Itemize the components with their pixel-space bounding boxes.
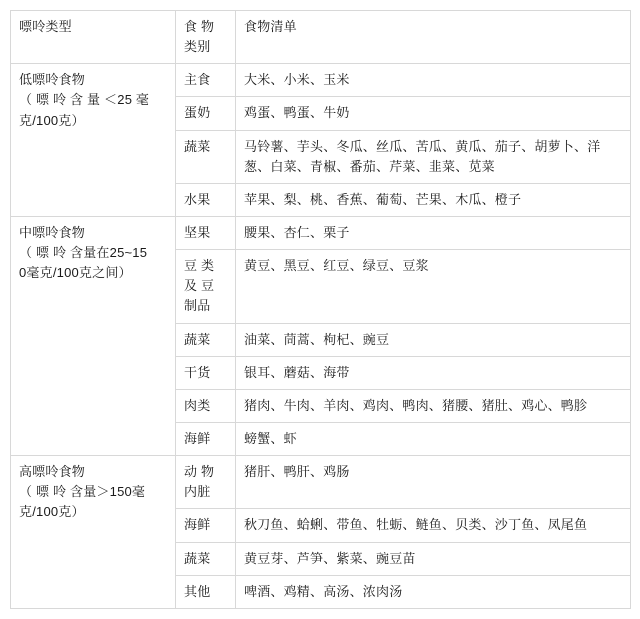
- header-category-line1: 食 物: [184, 19, 215, 34]
- header-cell-category: [176, 11, 236, 64]
- header-category-line2: 类别: [184, 39, 211, 55]
- items-cell: 油菜、茼蒿、枸杞、豌豆: [236, 323, 631, 356]
- group-type-medium-line2: （ 嘌 呤 含量在25~15: [19, 245, 148, 261]
- group-type-low: [11, 64, 176, 217]
- category-cell: 动 物 内脏: [176, 456, 236, 509]
- items-cell: 腰果、杏仁、栗子: [236, 216, 631, 249]
- header-cell-type: 嘌呤类型: [11, 11, 176, 64]
- items-cell: 螃蟹、虾: [236, 422, 631, 455]
- header-cell-list: 食物清单: [236, 11, 631, 64]
- category-cell: 坚果: [176, 216, 236, 249]
- category-cell: 水果: [176, 183, 236, 216]
- group-type-low-line1: 低嘌呤食物: [19, 72, 86, 88]
- table-row: [11, 456, 631, 509]
- group-type-high-line2: （ 嘌 呤 含量＞150毫: [19, 484, 146, 500]
- group-type-low-line2: （ 嘌 呤 含 量 ＜25 毫: [19, 92, 150, 108]
- items-cell: 大米、小米、玉米: [236, 64, 631, 97]
- items-cell: 啤酒、鸡精、高汤、浓肉汤: [236, 575, 631, 608]
- items-cell: 秋刀鱼、蛤蜊、带鱼、牡蛎、鲢鱼、贝类、沙丁鱼、凤尾鱼: [236, 509, 631, 542]
- items-cell: 鸡蛋、鸭蛋、牛奶: [236, 97, 631, 130]
- table-row: [11, 216, 631, 249]
- category-cell: 干货: [176, 356, 236, 389]
- category-cell: 蔬菜: [176, 130, 236, 183]
- items-cell: 黄豆芽、芦笋、紫菜、豌豆苗: [236, 542, 631, 575]
- group-type-medium: [11, 216, 176, 455]
- group-type-high-line1: 高嘌呤食物: [19, 464, 86, 480]
- items-cell: 猪肉、牛肉、羊肉、鸡肉、鸭肉、猪腰、猪肚、鸡心、鸭胗: [236, 389, 631, 422]
- category-cell: 海鲜: [176, 509, 236, 542]
- category-cell: 蛋奶: [176, 97, 236, 130]
- table-row: [11, 64, 631, 97]
- table-header-row: [11, 11, 631, 64]
- category-cell: 主食: [176, 64, 236, 97]
- items-cell: 黄豆、黑豆、红豆、绿豆、豆浆: [236, 250, 631, 323]
- category-cell: 海鲜: [176, 422, 236, 455]
- items-cell: 苹果、梨、桃、香蕉、葡萄、芒果、木瓜、橙子: [236, 183, 631, 216]
- items-cell: 猪肝、鸭肝、鸡肠: [236, 456, 631, 509]
- category-cell: 蔬菜: [176, 542, 236, 575]
- group-type-medium-line1: 中嘌呤食物: [19, 224, 86, 240]
- category-cell: 蔬菜: [176, 323, 236, 356]
- category-cell: 肉类: [176, 389, 236, 422]
- category-cell: 其他: [176, 575, 236, 608]
- group-type-low-line3: 克/100克）: [19, 112, 85, 128]
- items-cell: 银耳、蘑菇、海带: [236, 356, 631, 389]
- group-type-high: [11, 456, 176, 609]
- purine-food-table: [10, 10, 631, 609]
- group-type-high-line3: 克/100克）: [19, 504, 85, 520]
- items-cell: 马铃薯、芋头、冬瓜、丝瓜、苦瓜、黄瓜、茄子、胡萝卜、洋葱、白菜、青椒、番茄、芹菜、韭菜、苋菜: [236, 130, 631, 183]
- group-type-medium-line3: 0毫克/100克之间）: [19, 265, 132, 281]
- table-body: [11, 11, 631, 609]
- category-cell: 豆 类 及 豆 制品: [176, 250, 236, 323]
